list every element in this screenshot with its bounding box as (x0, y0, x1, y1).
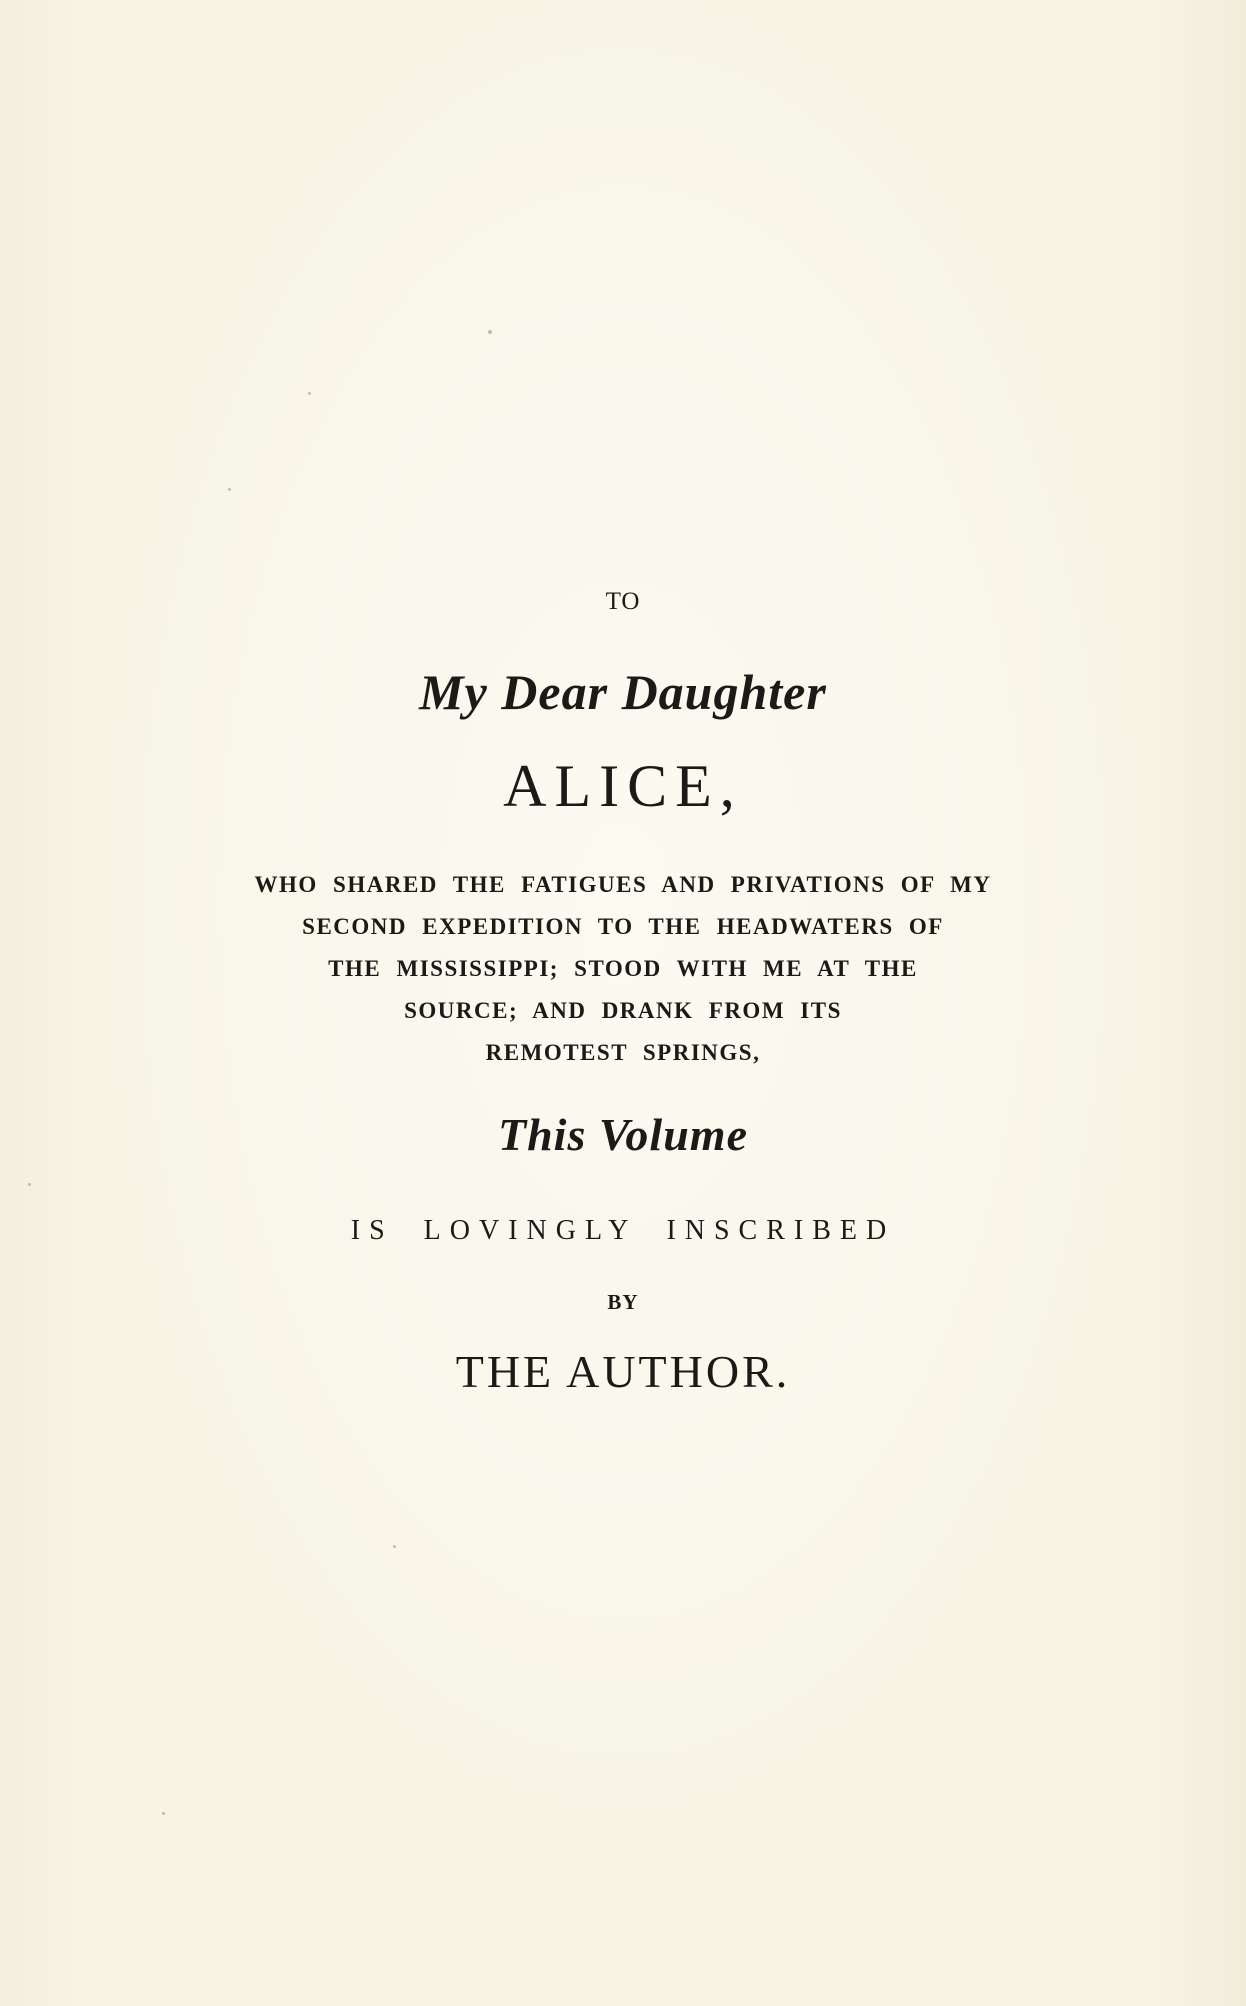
dedication-line: WHO SHARED THE FATIGUES AND PRIVATIONS OF MY (254, 872, 992, 897)
dedication-paragraph (0, 864, 1246, 1074)
paper-speck (393, 1545, 396, 1548)
dedication-line: REMOTEST SPRINGS, (485, 1040, 761, 1065)
paper-speck (488, 330, 492, 334)
dedication-to: TO (605, 588, 641, 615)
this-volume: This Volume (497, 1109, 748, 1160)
inscribed-line: IS LOVINGLY INSCRIBED (350, 1215, 896, 1246)
dedication-line: THE MISSISSIPPI; STOOD WITH ME AT THE (328, 956, 918, 981)
by-line: BY (607, 1290, 639, 1314)
dedication-line: SOURCE; AND DRANK FROM ITS (404, 998, 842, 1023)
dedicatee-name: ALICE, (503, 753, 743, 819)
paper-speck (162, 1812, 165, 1815)
paper-speck (28, 1183, 31, 1186)
dedication-line: SECOND EXPEDITION TO THE HEADWATERS OF (302, 914, 944, 939)
dedication-relation: My Dear Daughter (419, 664, 827, 720)
paper-speck (308, 392, 311, 395)
paper-speck (228, 488, 231, 491)
author-line: THE AUTHOR. (455, 1346, 791, 1397)
